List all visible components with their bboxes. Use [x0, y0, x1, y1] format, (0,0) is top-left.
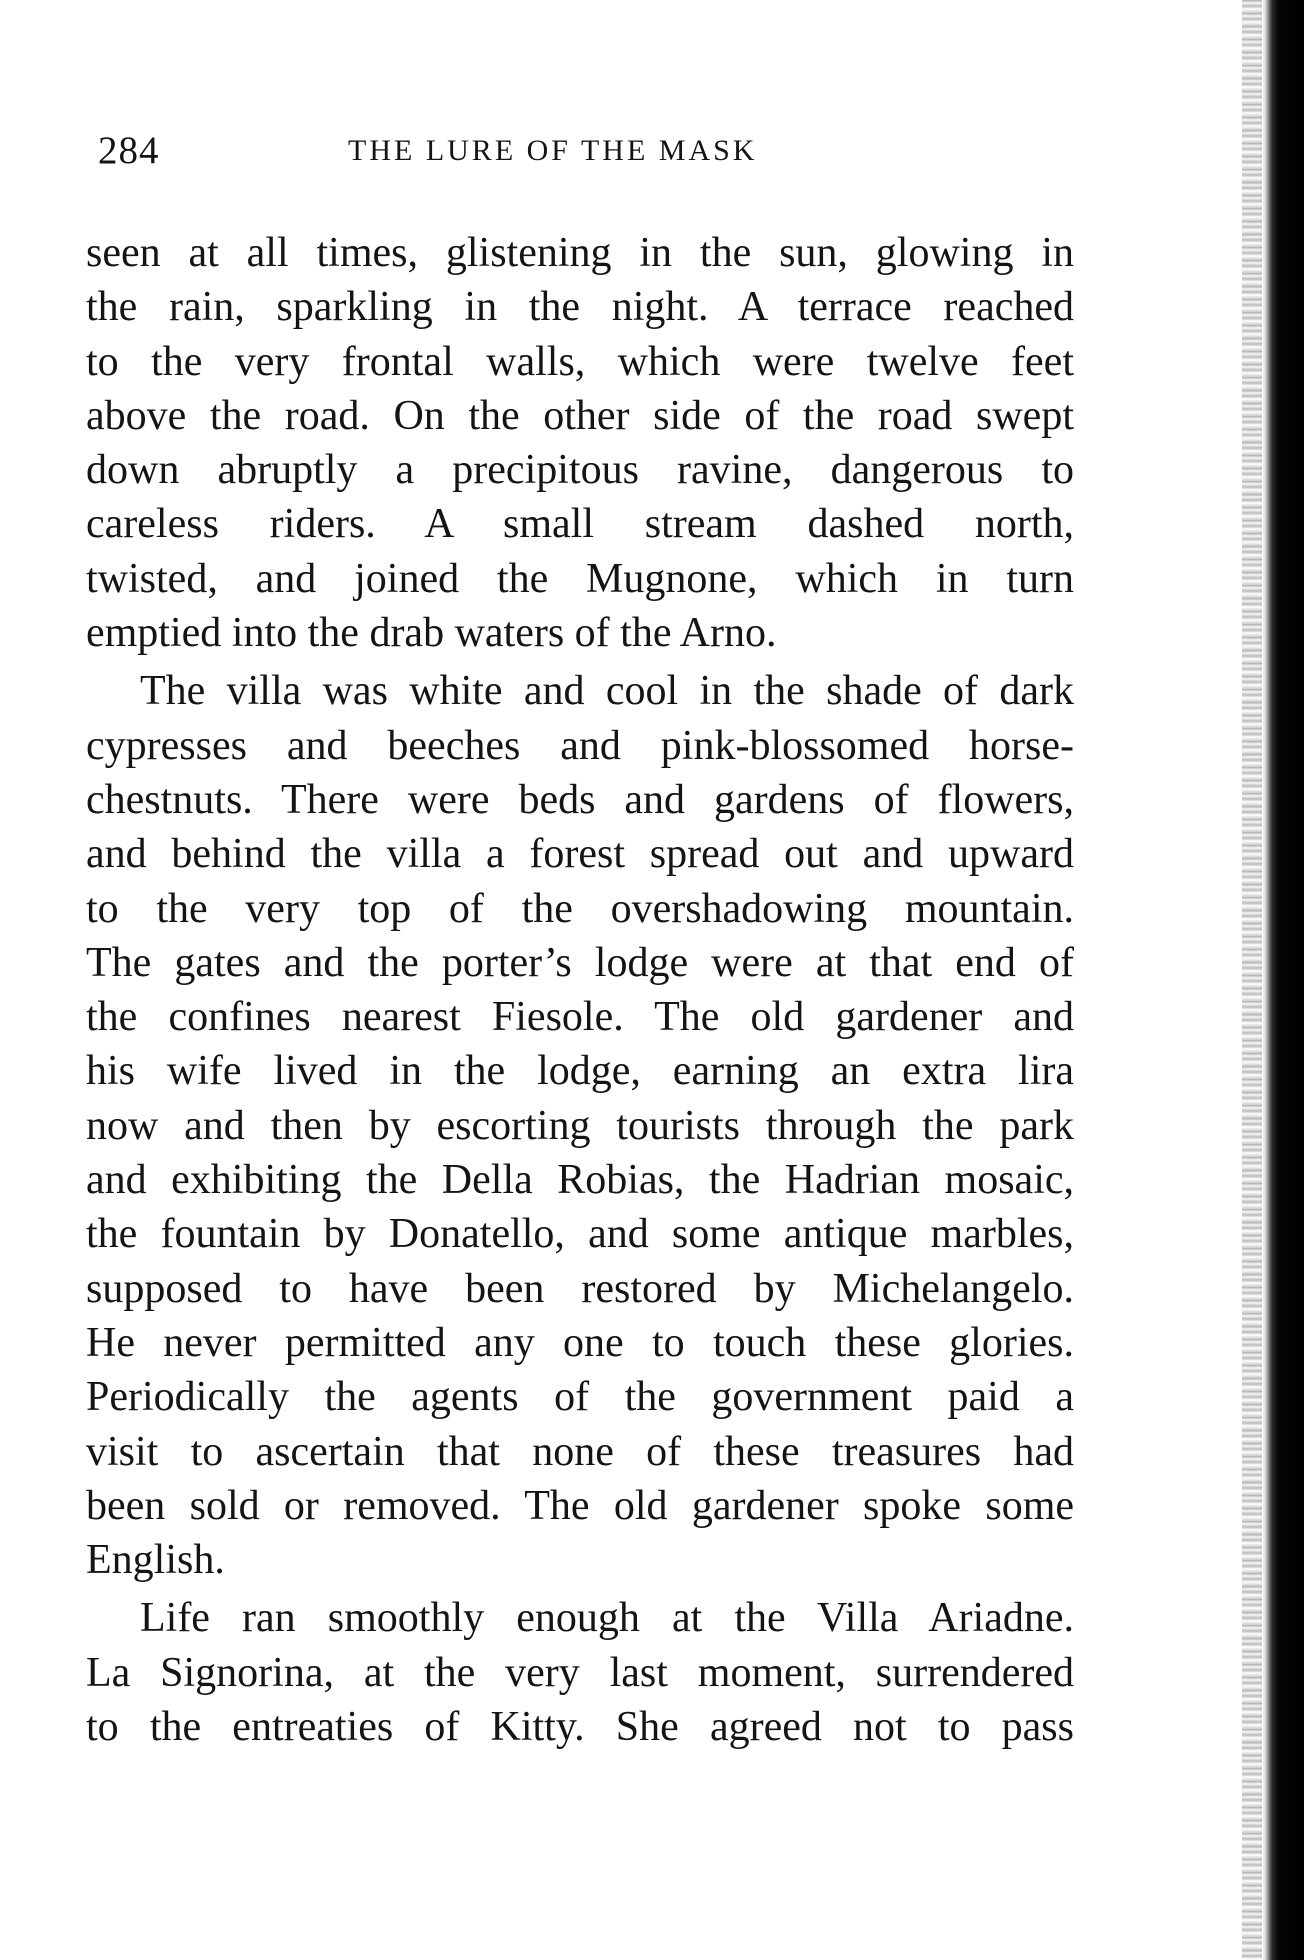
paragraph-1 [86, 226, 1074, 660]
text-line: visit to ascertain that none of these treasures had [86, 1428, 1074, 1475]
page-number: 284 [98, 129, 160, 172]
text-line: Periodically the agents of the government paid a [86, 1374, 1074, 1421]
text-line: cypresses and beeches and pink-blossomed horse- [86, 722, 1074, 769]
text-line: supposed to have been restored by Michelangelo. [86, 1265, 1074, 1312]
binding-edge [1262, 0, 1304, 1960]
text-line: now and then by escorting tourists through the park [86, 1102, 1074, 1149]
text-line: been sold or removed. The old gardener spoke some [86, 1482, 1074, 1529]
text-line: He never permitted any one to touch these glories. [86, 1319, 1074, 1366]
text-line: chestnuts. There were beds and gardens of flowers, [86, 776, 1074, 823]
text-line: seen at all times, glistening in the sun, glowing in [86, 230, 1074, 276]
text-line: careless riders. A small stream dashed north, [86, 501, 1074, 548]
text-line: and behind the villa a forest spread out and upward [86, 831, 1074, 878]
text-line: emptied into the drab waters of the Arno. [86, 610, 777, 657]
running-title: THE LURE OF THE MASK [348, 134, 758, 167]
page-header [98, 128, 1078, 188]
text-line: Life ran smoothly enough at the Villa Ariadne. [140, 1595, 1074, 1642]
text-line: to the entreaties of Kitty. She agreed not to pass [86, 1704, 1074, 1751]
text-line: to the very top of the overshadowing mountain. [86, 885, 1074, 932]
paragraph-3 [86, 1591, 1074, 1754]
text-line: and exhibiting the Della Robias, the Hadrian mosaic, [86, 1157, 1074, 1204]
text-line: twisted, and joined the Mugnone, which in turn [86, 555, 1074, 602]
text-line: down abruptly a precipitous ravine, dangerous to [86, 447, 1074, 494]
text-line: his wife lived in the lodge, earning an extra lira [86, 1048, 1074, 1095]
text-line: to the very frontal walls, which were twelve feet [86, 338, 1074, 385]
body-text [86, 226, 1074, 1754]
text-line: the confines nearest Fiesole. The old gardener and [86, 994, 1074, 1041]
text-line: The gates and the porter’s lodge were at that end of [86, 939, 1074, 986]
text-line: above the road. On the other side of the road swept [86, 392, 1074, 439]
paragraph-2 [86, 664, 1074, 1587]
text-line: the fountain by Donatello, and some antique marbles, [86, 1211, 1074, 1258]
text-line: La Signorina, at the very last moment, surrendered [86, 1649, 1074, 1696]
text-line: English. [86, 1537, 225, 1584]
text-line: the rain, sparkling in the night. A terrace reached [86, 284, 1074, 331]
text-line: The villa was white and cool in the shade of dark [140, 668, 1074, 715]
